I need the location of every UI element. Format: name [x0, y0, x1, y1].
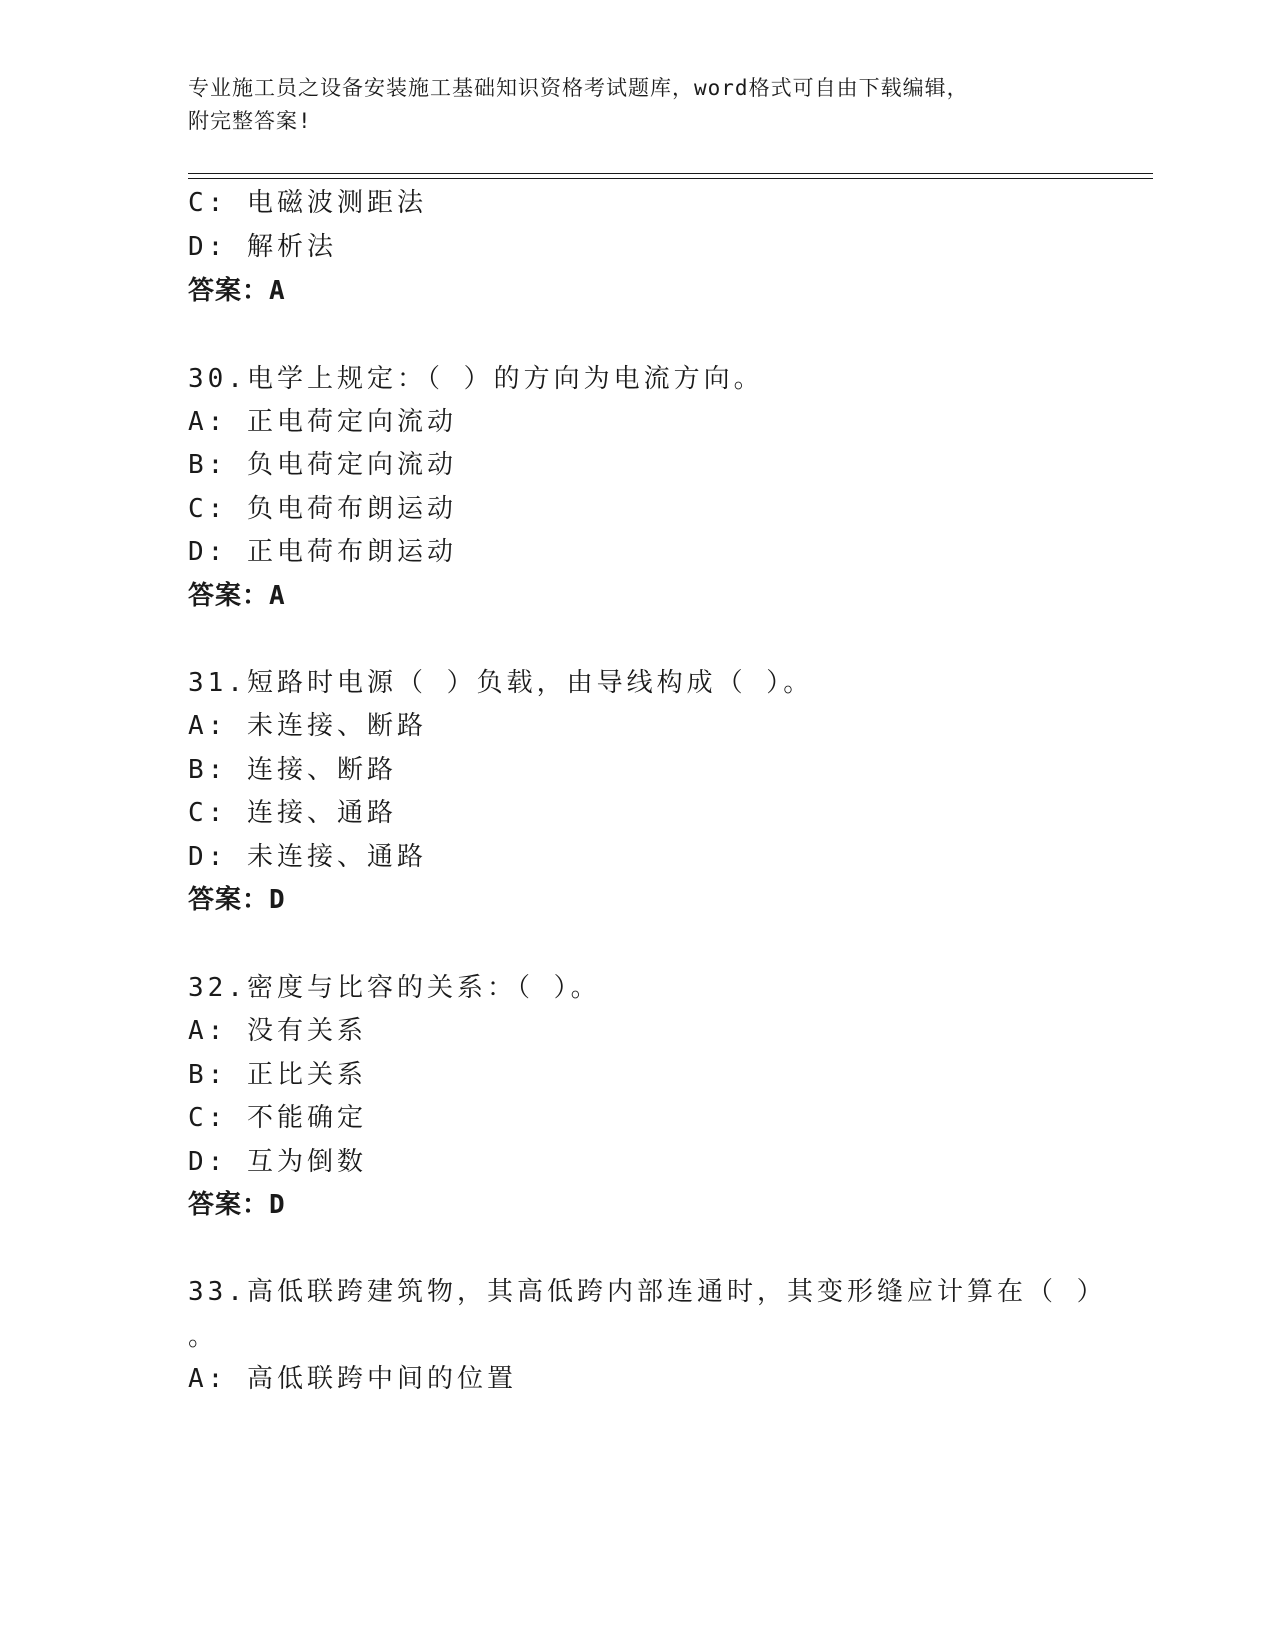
question-30-option-c: C: 负电荷布朗运动 — [188, 494, 457, 524]
question-31-answer: 答案：D — [188, 885, 286, 915]
question-30-option-b: B: 负电荷定向流动 — [188, 450, 457, 480]
header-line-1: 专业施工员之设备安装施工基础知识资格考试题库，word格式可自由下载编辑， — [188, 76, 969, 100]
document-header — [188, 72, 1088, 138]
question-32-option-d: D: 互为倒数 — [188, 1147, 367, 1177]
question-31-option-b: B: 连接、断路 — [188, 755, 397, 785]
question-33-text: 33.高低联跨建筑物，其高低跨内部连通时，其变形缝应计算在（ ） — [188, 1277, 1107, 1307]
question-32-option-a: A: 没有关系 — [188, 1016, 367, 1046]
option-c: C: 电磁波测距法 — [188, 188, 427, 218]
question-30-text: 30.电学上规定：（ ）的方向为电流方向。 — [188, 364, 764, 394]
question-31-option-d: D: 未连接、通路 — [188, 842, 427, 872]
question-31-text: 31.短路时电源（ ）负载，由导线构成（ ）。 — [188, 668, 814, 698]
question-30-option-d: D: 正电荷布朗运动 — [188, 537, 457, 567]
question-32-text: 32.密度与比容的关系：（ ）。 — [188, 973, 601, 1003]
option-d: D: 解析法 — [188, 232, 337, 262]
header-line-2: 附完整答案! — [188, 109, 312, 133]
header-divider-bottom — [188, 178, 1153, 179]
question-33-option-a: A: 高低联跨中间的位置 — [188, 1364, 517, 1394]
question-32-option-b: B: 正比关系 — [188, 1060, 367, 1090]
question-32-answer: 答案：D — [188, 1190, 286, 1220]
question-31-option-a: A: 未连接、断路 — [188, 711, 427, 741]
question-31-option-c: C: 连接、通路 — [188, 798, 397, 828]
answer: 答案：A — [188, 276, 286, 306]
question-30-answer: 答案：A — [188, 581, 286, 611]
question-32-option-c: C: 不能确定 — [188, 1103, 367, 1133]
header-divider-top — [188, 173, 1153, 174]
question-30-option-a: A: 正电荷定向流动 — [188, 407, 457, 437]
question-33-text-continuation: 。 — [188, 1322, 219, 1352]
